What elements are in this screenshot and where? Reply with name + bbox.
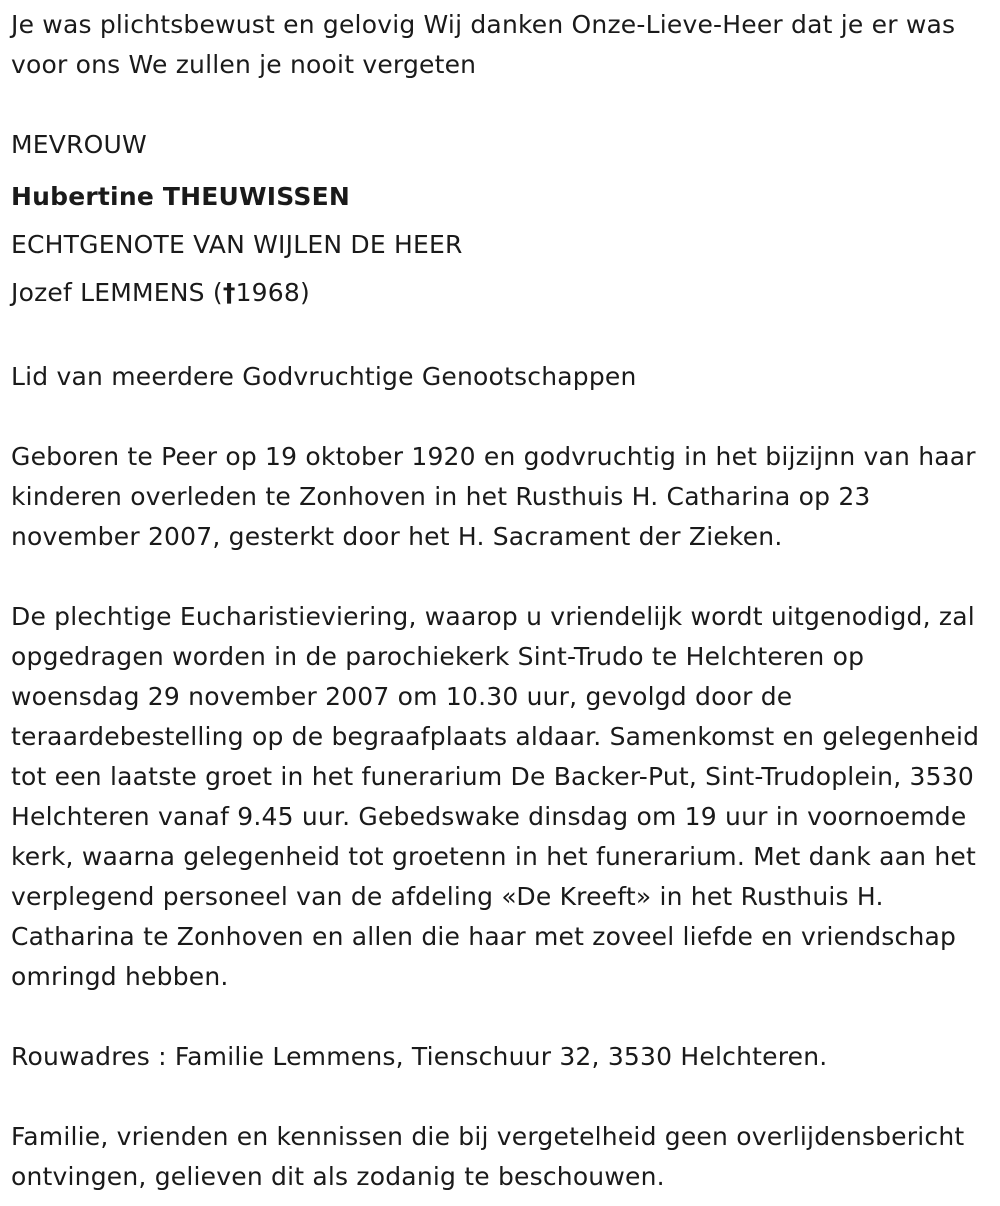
- deceased-relation: ECHTGENOTE VAN WIJLEN DE HEER: [11, 230, 463, 259]
- deceased-block: [11, 125, 990, 317]
- ceremony-text: De plechtige Eucharistieviering, waarop u vriendelijk wordt uitgenodigd, zal opgedragen worden in de parochiekerk Sint-Trudo te Helchteren op woensdag 29 november 2007 om 10.30 uur, gevolgd door de teraardebestelling op de begraafplaats aldaar. Samenkomst en gelegenheid tot een laatste groet in het funerarium De Backer-Put, Sint-Trudoplein, 3530 Helchteren vanaf 9.45 uur. Gebedswake dinsdag om 19 uur in voornoemde kerk, waarna gelegenheid tot groetenn in het funerarium. Met dank aan het verplegend personeel van de afdeling «De Kreeft» in het Rusthuis H. Catharina te Zonhoven en allen die haar met zoveel liefde en vriendschap omringd hebben.: [11, 602, 980, 991]
- spouse-line: [11, 269, 990, 317]
- deceased-title: MEVROUW: [11, 130, 147, 159]
- membership-text: Lid van meerdere Godvruchtige Genootschappen: [11, 362, 637, 391]
- closing-text: Familie, vrienden en kennissen die bij vergetelheid geen overlijdensbericht ontvingen, gelieven dit als zodanig te beschouwen.: [11, 1122, 965, 1191]
- spouse-year: 1968): [235, 278, 310, 307]
- cross-icon: †: [222, 278, 236, 307]
- spouse-name: Jozef LEMMENS (: [11, 278, 223, 307]
- birth-death-text: Geboren te Peer op 19 oktober 1920 en godvruchtig in het bijzijnn van haar kinderen overleden te Zonhoven in het Rusthuis H. Catharina op 23 november 2007, gesterkt door het H. Sacrament der Zieken.: [11, 442, 976, 551]
- deceased-name: Hubertine THEUWISSEN: [11, 182, 350, 211]
- intro-text: Je was plichtsbewust en gelovig Wij danken Onze-Lieve-Heer dat je er was voor ons We zullen je nooit vergeten: [11, 10, 956, 79]
- address-text: Rouwadres : Familie Lemmens, Tienschuur 32, 3530 Helchteren.: [11, 1042, 828, 1071]
